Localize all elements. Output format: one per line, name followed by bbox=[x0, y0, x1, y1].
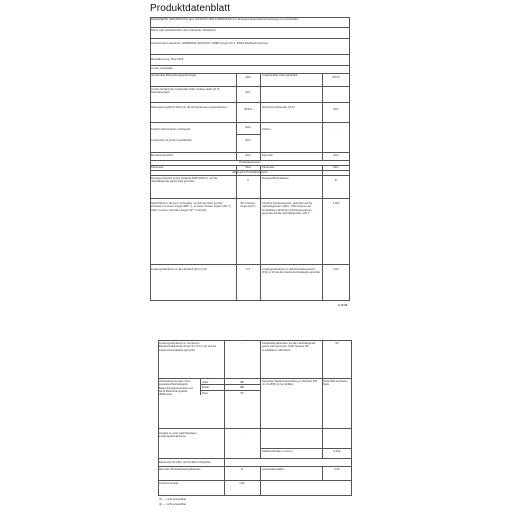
lighting-technology-value: LED bbox=[245, 76, 251, 79]
connected-label: Vernetzte Lichtquelle (CLS) bbox=[262, 106, 295, 109]
dim-depth-value: 56 bbox=[240, 392, 244, 395]
chromaticity-value: 0,440 bbox=[333, 450, 341, 453]
dim-depth-label: Tiefe bbox=[202, 392, 208, 395]
supplier-name: Name oder Handelsmarke des Lieferanten: ROADlock bbox=[151, 29, 216, 32]
standby-value: 0,00 bbox=[333, 268, 339, 271]
dim-height-value: 80 bbox=[240, 381, 244, 384]
spd-label: Spektrale Strahlungsverteilung im Bereich 250 nm bis 800 nm bei Volllast bbox=[262, 380, 318, 387]
supplier-address: Anschrift des Lieferanten: EGBRIDGE ADVISORY GMBH Vingstr Str 3, 45010 Waldbach Germany bbox=[151, 42, 269, 45]
cri-label: Farbwiedergabeindex auf die nächstliegende ganze Zahl gerundet, Oder Spanne der einstellbaren CRI-Werte bbox=[262, 342, 316, 352]
energy-class-value: E bbox=[335, 179, 337, 182]
general-parameters-header: Allgemeine Produktparameter bbox=[232, 171, 268, 174]
footnote-2: (2) — nicht anwendbar bbox=[159, 503, 187, 506]
high-luminance-value: Nein bbox=[245, 139, 251, 142]
footnote-1: (1) — nicht anwendbar bbox=[159, 498, 187, 501]
r9-value: 11 bbox=[240, 468, 244, 471]
lumen-maintenance-value: 0,92 bbox=[239, 482, 245, 485]
lighting-technology-label: Verwendete Beleuchtungstechnologie bbox=[151, 74, 196, 77]
envelope-label: Kolben bbox=[262, 128, 271, 131]
energy-class-label: Energieeffizienzklasse bbox=[262, 177, 289, 180]
mains-label: Netzspannung/Nicht direkt an die Netzspannung angeschlossen bbox=[151, 106, 228, 109]
useful-flux-label: Nutzlichtstrom (Φ use) mit Angabe, ob sich der Wert auf den Lichtstrom in einem Kegel (360° =), in einem breiten Kegel (120° =) Oder in einem schmalen Kegel (90° =) bezieht bbox=[151, 202, 231, 212]
equivalent-power-label: Angabe zu einer gleichwertigen Leistungsaufnahme(a) bbox=[159, 432, 197, 439]
glare-shield-value: Nein bbox=[245, 154, 251, 157]
dim-width-label: Breite bbox=[202, 386, 210, 389]
dim-width-value: 80 bbox=[240, 386, 244, 389]
column-parameter: Parameter bbox=[151, 166, 164, 169]
datasheet-page-1 bbox=[146, 2, 354, 307]
equivalent-power-value: - bbox=[241, 432, 243, 435]
dimensions-label: Außenabmessungen ohne separates Betriebsgerät, Beleuchtungssteuerteile und Nicht-Beleuchtungsteile (Millimeter) bbox=[159, 380, 193, 397]
survival-factor-label: Lebensdauerfaktor bbox=[262, 468, 285, 471]
directional-value: NDLS bbox=[332, 76, 340, 79]
spd-value: Siehe Bild auf letzter Seite bbox=[323, 380, 348, 387]
high-luminance-label: Lichtquelle mit hoher Leuchtdichte bbox=[151, 139, 192, 142]
networked-standby-value: - bbox=[241, 342, 243, 345]
envelope-value: - bbox=[335, 130, 337, 133]
dimmable-label: Dimmbar bbox=[262, 154, 273, 157]
cri-value: 80 bbox=[335, 342, 339, 345]
lamp-type-label: Art der Lichtquelle: bbox=[151, 67, 174, 70]
energy-on-label: Energieverbrauch im Ein-Zustand (kWh/1000 h), auf die nächstliegende ganze Zahl gerundet bbox=[151, 177, 218, 184]
dim-height-label: Höhe bbox=[202, 381, 209, 384]
model-identifier: Modellkennung: DGV-1024 bbox=[151, 58, 184, 61]
survival-factor-value: 0,90 bbox=[334, 468, 340, 471]
glare-shield-label: Blendschutzschild bbox=[151, 154, 173, 157]
power-on-label: Leistungsaufnahme im Ein-Zustand (Pon) in W bbox=[151, 268, 207, 271]
directional-label: Ungebündelt/ Oder gebündelt bbox=[262, 74, 298, 77]
column-parameter-2: Parameter bbox=[262, 166, 275, 169]
cct-label: Ähnliche Farbtemperatur, gerundet auf die nächstliegenden 100 K, Oder Spanne der einstellbaren ähnlichen Farbtemperaturen, gerundet auf die nächstliegenden 100 K bbox=[262, 202, 313, 215]
mains-value: MNLS bbox=[244, 108, 252, 111]
r9-label: Wert des R9-Farbwiedergabeindex bbox=[159, 468, 201, 471]
energy-on-value: 5 bbox=[247, 179, 249, 182]
column-value-2: Wert bbox=[333, 166, 339, 169]
colour-tunable-label: Farblich abstimmbare Lichtquelle bbox=[151, 128, 191, 131]
led-parameters-header: Parameter für LED- und OLED-Lichtquellen bbox=[159, 461, 211, 464]
page-number: 1 of 11 bbox=[338, 303, 348, 307]
cap-type-label: Art des Sockels der Lichtquelle (Oder andere elektr.)(Z. B. Schraubsockel) bbox=[151, 88, 221, 95]
datasheet-page-2 bbox=[146, 336, 354, 512]
chromaticity-label: Farbkoordinaten (x und y) bbox=[262, 450, 293, 453]
lumen-maintenance-label: Lichtstromerhalt bbox=[159, 482, 179, 485]
connected-value: Nein bbox=[333, 108, 339, 111]
power-on-value: 0,3 bbox=[246, 268, 250, 271]
cap-type-value: E27 bbox=[245, 91, 251, 94]
standby-label: Leistungsaufnahme im Bereitschaftszustand (Psb) in W auf die zweite Dezimalstelle gerundet bbox=[262, 268, 320, 275]
colour-tunable-value: Nein bbox=[245, 126, 251, 129]
column-value: Wert bbox=[245, 166, 251, 169]
regulation-text: DELEGIERTE VERORDNUNG (EU) 2019/2015 DER KOMMISSION zur Energieverbrauchskennzeichnung von Lichtquellen bbox=[151, 18, 299, 21]
cct-value: 3 000 bbox=[332, 202, 340, 205]
page-title: Produktdatenblatt bbox=[150, 3, 231, 14]
dimmable-value: Nein bbox=[333, 154, 339, 157]
networked-standby-label: Leistungsaufnahme im vernetzten Bereitschaftsbetrieb (Pnet) für CLS in W, auf die zweite Dezimalstelle gerundet bbox=[159, 342, 217, 352]
useful-flux-value: 80 in breiten Kegel (120°) bbox=[240, 202, 256, 209]
product-parameters-header: Produktparameter bbox=[239, 161, 261, 164]
